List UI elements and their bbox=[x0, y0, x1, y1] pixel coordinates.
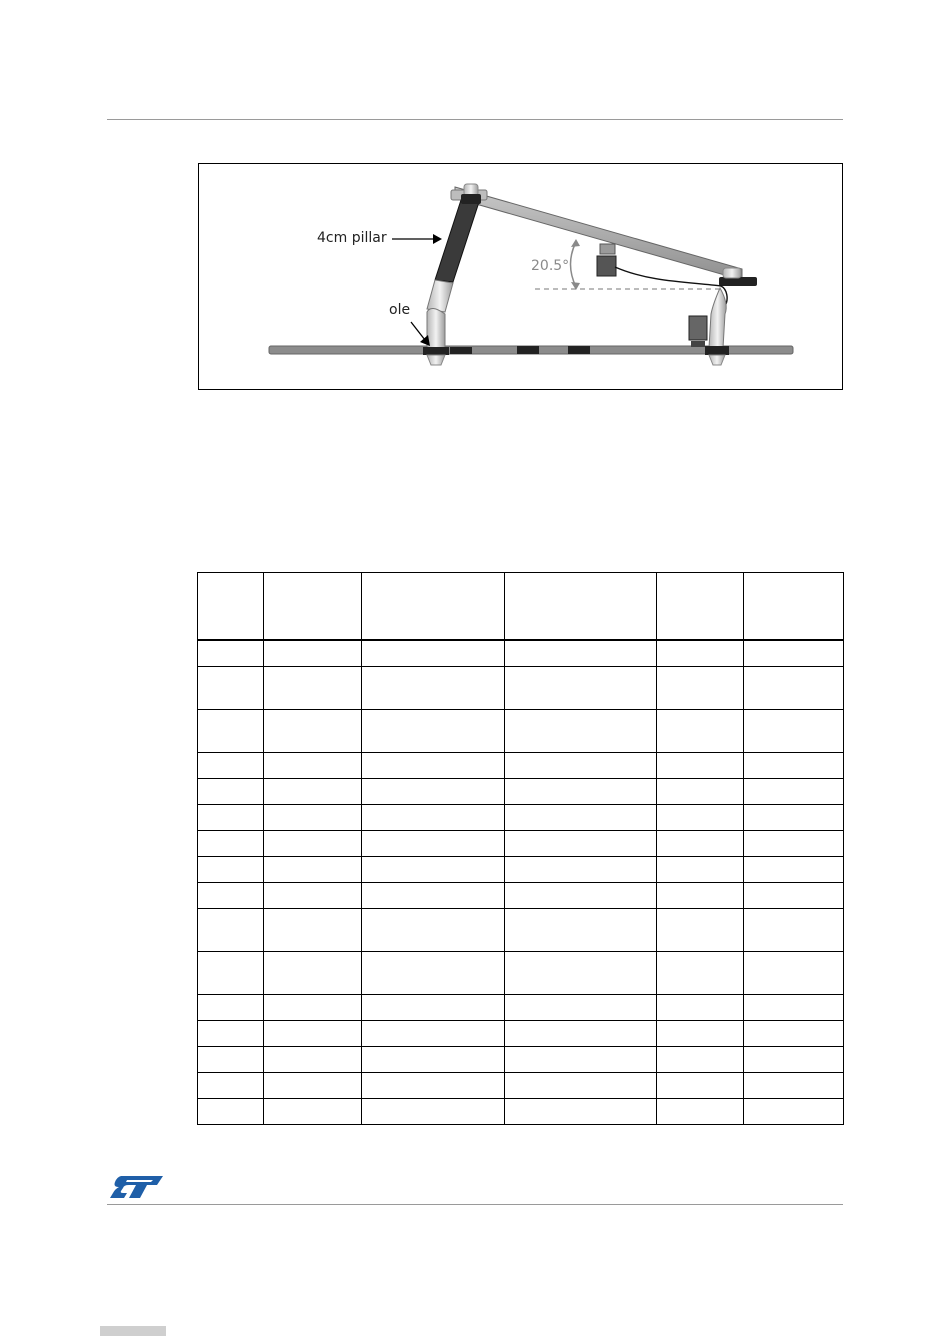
table-cell bbox=[657, 779, 744, 805]
table-cell bbox=[505, 640, 657, 667]
header-cell bbox=[744, 573, 844, 641]
table-cell bbox=[264, 857, 362, 883]
ole-label: ole bbox=[389, 302, 411, 318]
header-rule bbox=[107, 119, 843, 120]
table-cell bbox=[744, 1073, 844, 1099]
table-cell bbox=[198, 995, 264, 1021]
table-header-row bbox=[198, 573, 844, 641]
table-cell bbox=[362, 779, 505, 805]
table-cell bbox=[505, 1047, 657, 1073]
table-cell bbox=[744, 779, 844, 805]
table-cell bbox=[264, 1021, 362, 1047]
table-cell bbox=[362, 831, 505, 857]
table-body bbox=[198, 640, 844, 1125]
table-cell bbox=[657, 710, 744, 753]
table-cell bbox=[362, 995, 505, 1021]
table-cell bbox=[198, 909, 264, 952]
table-cell bbox=[264, 1047, 362, 1073]
table-cell bbox=[198, 1047, 264, 1073]
table-cell bbox=[657, 640, 744, 667]
table-cell bbox=[362, 1021, 505, 1047]
header-cell bbox=[362, 573, 505, 641]
table-cell bbox=[264, 1073, 362, 1099]
table-cell bbox=[744, 710, 844, 753]
base-connector bbox=[568, 346, 590, 354]
table-cell bbox=[264, 995, 362, 1021]
table-cell bbox=[264, 753, 362, 779]
header-cell bbox=[657, 573, 744, 641]
table-cell bbox=[505, 667, 657, 710]
table-cell bbox=[505, 753, 657, 779]
table-cell bbox=[657, 805, 744, 831]
table-cell bbox=[657, 753, 744, 779]
table-cell bbox=[657, 995, 744, 1021]
table-row bbox=[198, 831, 844, 857]
table-cell bbox=[362, 1073, 505, 1099]
header-cell bbox=[505, 573, 657, 641]
table-cell bbox=[657, 1099, 744, 1125]
table-cell bbox=[744, 667, 844, 710]
table-cell bbox=[362, 667, 505, 710]
table-cell bbox=[505, 1021, 657, 1047]
table-cell bbox=[744, 995, 844, 1021]
header-cell bbox=[198, 573, 264, 641]
pillar-label: 4cm pillar bbox=[317, 230, 387, 246]
table-cell bbox=[198, 883, 264, 909]
spec-table bbox=[197, 572, 844, 1125]
table-cell bbox=[264, 952, 362, 995]
table-cell bbox=[264, 640, 362, 667]
table-row bbox=[198, 640, 844, 667]
table-cell bbox=[657, 1047, 744, 1073]
table-cell bbox=[362, 710, 505, 753]
table-cell bbox=[362, 952, 505, 995]
table-row bbox=[198, 667, 844, 710]
table-cell bbox=[198, 1073, 264, 1099]
table-cell bbox=[264, 805, 362, 831]
table-cell bbox=[744, 952, 844, 995]
table-cell bbox=[198, 753, 264, 779]
table-cell bbox=[198, 640, 264, 667]
table-cell bbox=[264, 883, 362, 909]
table-row bbox=[198, 909, 844, 952]
table-row bbox=[198, 710, 844, 753]
table-cell bbox=[505, 995, 657, 1021]
table-cell bbox=[505, 779, 657, 805]
table-cell bbox=[264, 831, 362, 857]
table-row bbox=[198, 1099, 844, 1125]
table-cell bbox=[198, 667, 264, 710]
table-cell bbox=[744, 909, 844, 952]
table-row bbox=[198, 753, 844, 779]
table-cell bbox=[744, 640, 844, 667]
table-row bbox=[198, 805, 844, 831]
page-tab bbox=[100, 1326, 166, 1336]
table-cell bbox=[657, 857, 744, 883]
table-cell bbox=[744, 805, 844, 831]
tilted-board-diagram bbox=[199, 164, 843, 390]
table-row bbox=[198, 952, 844, 995]
table-cell bbox=[198, 952, 264, 995]
table-cell bbox=[657, 1021, 744, 1047]
table-cell bbox=[744, 1047, 844, 1073]
base-connector bbox=[517, 346, 539, 354]
table-cell bbox=[744, 857, 844, 883]
table-cell bbox=[362, 883, 505, 909]
table-cell bbox=[362, 640, 505, 667]
table-cell bbox=[505, 1073, 657, 1099]
table-cell bbox=[505, 831, 657, 857]
table-cell bbox=[362, 805, 505, 831]
table-row bbox=[198, 995, 844, 1021]
ole-arrow bbox=[411, 322, 425, 340]
table-cell bbox=[744, 1021, 844, 1047]
table-cell bbox=[362, 1047, 505, 1073]
table-cell bbox=[744, 1099, 844, 1125]
table-row bbox=[198, 779, 844, 805]
st-logo-shape bbox=[110, 1176, 163, 1198]
table-row bbox=[198, 857, 844, 883]
table-cell bbox=[505, 805, 657, 831]
table-cell bbox=[505, 909, 657, 952]
table-cell bbox=[505, 883, 657, 909]
table-cell bbox=[657, 831, 744, 857]
table-cell bbox=[198, 805, 264, 831]
table-cell bbox=[198, 779, 264, 805]
left-pillar bbox=[435, 200, 479, 282]
figure-panel bbox=[198, 163, 843, 390]
table-cell bbox=[198, 1099, 264, 1125]
table-cell bbox=[505, 952, 657, 995]
table-cell bbox=[657, 883, 744, 909]
table-row bbox=[198, 1021, 844, 1047]
table-cell bbox=[264, 779, 362, 805]
table-cell bbox=[264, 1099, 362, 1125]
table-cell bbox=[198, 710, 264, 753]
table-cell bbox=[362, 1099, 505, 1125]
table-cell bbox=[362, 753, 505, 779]
table-cell bbox=[264, 909, 362, 952]
st-logo-icon bbox=[107, 1174, 165, 1200]
table-cell bbox=[657, 1073, 744, 1099]
table-row bbox=[198, 1073, 844, 1099]
table-cell bbox=[744, 831, 844, 857]
table-cell bbox=[657, 667, 744, 710]
table-cell bbox=[198, 1021, 264, 1047]
angle-arc bbox=[571, 242, 577, 287]
table-cell bbox=[264, 710, 362, 753]
table-cell bbox=[744, 883, 844, 909]
table-row bbox=[198, 883, 844, 909]
table-cell bbox=[744, 753, 844, 779]
table-cell bbox=[198, 831, 264, 857]
table-cell bbox=[362, 909, 505, 952]
table-row bbox=[198, 1047, 844, 1073]
footer-rule bbox=[107, 1204, 843, 1205]
table-cell bbox=[505, 1099, 657, 1125]
table-cell bbox=[264, 667, 362, 710]
header-cell bbox=[264, 573, 362, 641]
table-cell bbox=[657, 909, 744, 952]
table-cell bbox=[198, 857, 264, 883]
tilt-angle-label: 20.5° bbox=[531, 258, 570, 274]
base-connector bbox=[450, 347, 472, 354]
table-cell bbox=[362, 857, 505, 883]
table-cell bbox=[505, 857, 657, 883]
table-cell bbox=[505, 710, 657, 753]
table-cell bbox=[657, 952, 744, 995]
